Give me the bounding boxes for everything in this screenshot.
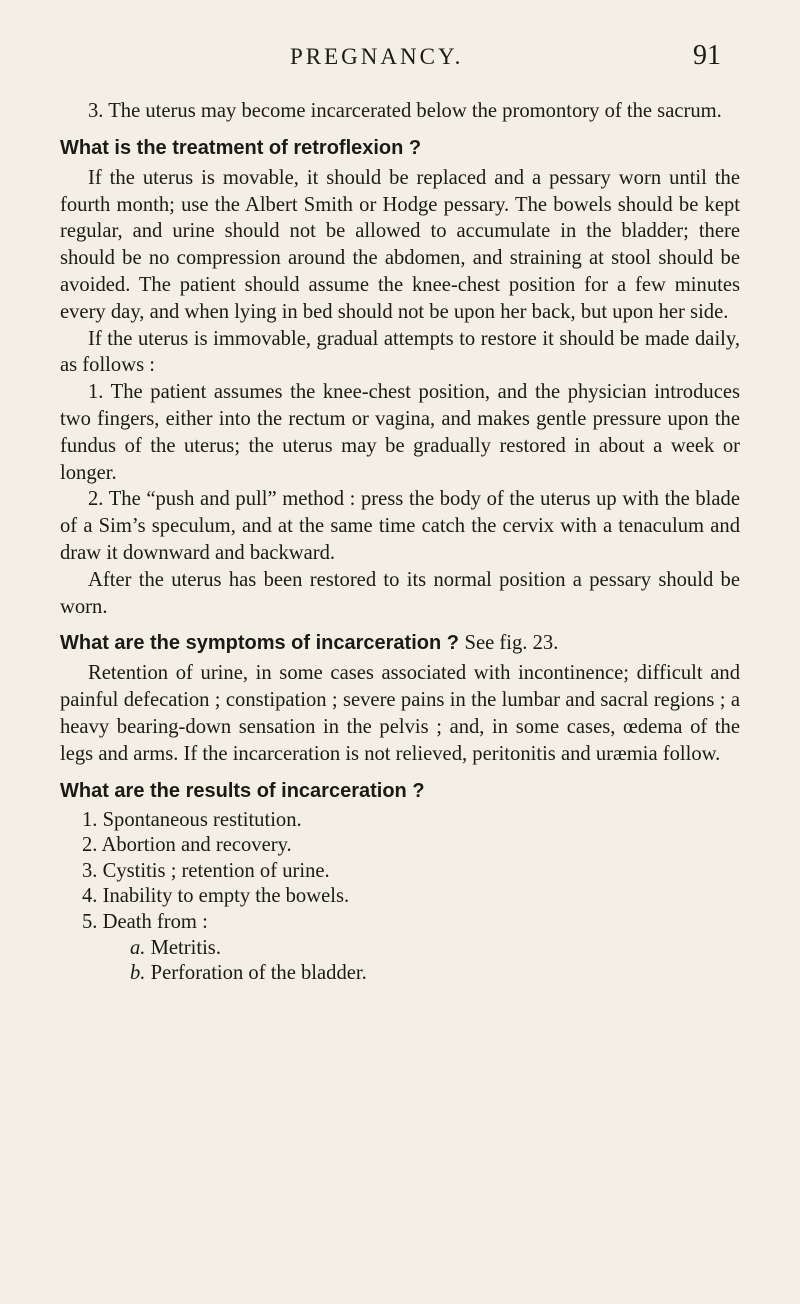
list-item: 1. Spontaneous restitution. <box>82 808 302 831</box>
list-item: 4. Inability to empty the bowels. <box>82 885 350 908</box>
list-item: 2. Abortion and recovery. <box>82 834 292 857</box>
paragraph: After the uterus has been restored to its normal position a pessary should be worn. <box>60 568 740 618</box>
paragraph: Retention of urine, in some cases associated with incontinence; difficult and painful defecation ; constipation ; severe pains in the lumbar and sacral regions ; a heavy bearing-down sensation in the pelvis ; and, in some cases, œdema of the legs and arms. If the incarceration is not relieved, peritonitis and uræmia follow. <box>60 662 740 765</box>
sub-item-text: Perforation of the bladder. <box>150 962 367 985</box>
list-item: 3. Cystitis ; retention of urine. <box>82 859 330 882</box>
list-item: 5. Death from : <box>82 910 208 933</box>
question-heading <box>60 630 740 656</box>
numbered-step: 1. The patient assumes the knee-chest position, and the physician introduces two fingers, either into the rectum or vagina, and makes gentle pressure upon the fundus of the uterus; the uterus may be gradually restored in about a week or longer. <box>60 381 740 484</box>
sub-item-letter: b. <box>130 962 146 985</box>
intro-item: 3. The uterus may become incarcerated below the promontory of the sacrum. <box>88 100 722 122</box>
sub-list-item <box>60 936 740 962</box>
figure-reference: See fig. 23. <box>464 632 559 655</box>
page-number: 91 <box>693 40 721 71</box>
page-header <box>0 38 800 78</box>
question-heading: What is the treatment of retroflexion ? <box>60 136 422 159</box>
results-list <box>60 808 740 987</box>
sub-item-text: Metritis. <box>150 936 221 959</box>
paragraph: If the uterus is movable, it should be replaced and a pessary worn until the fourth month; use the Albert Smith or Hodge pessary. The bowels should be kept regular, and urine should not be allowed to accumulate in the bladder; there should be no compression around the abdomen, and straining at stool should be avoided. The patient should assume the knee-chest position for a few minutes every day, and when lying in bed should not be upon her back, but upon her side. <box>60 166 740 323</box>
paragraph: If the uterus is immovable, gradual attempts to restore it should be made daily, as follows : <box>60 327 740 377</box>
running-head: PREGNANCY. <box>290 44 464 69</box>
page-body <box>60 98 740 987</box>
sub-list-item <box>60 961 740 987</box>
question-heading: What are the results of incarceration ? <box>60 779 425 802</box>
numbered-step: 2. The “push and pull” method : press the body of the uterus up with the blade of a Sim’s speculum, and at the same time catch the cervix with a tenaculum and draw it downward and backward. <box>60 488 740 564</box>
sub-item-letter: a. <box>130 936 146 959</box>
question-text: What are the symptoms of incarceration ? <box>60 632 459 655</box>
